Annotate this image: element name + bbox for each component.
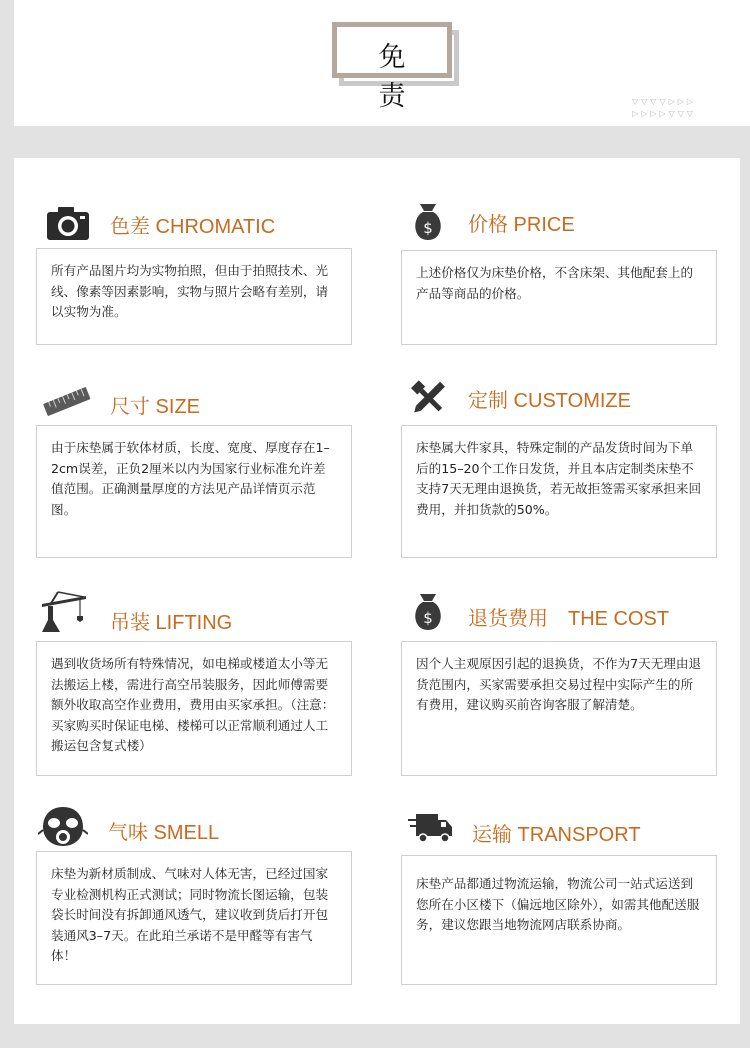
section-cost-title: 退货费用 THE COST (468, 608, 670, 630)
title-box (332, 22, 452, 112)
section-chromatic-box (36, 248, 352, 345)
tools-icon (406, 376, 456, 420)
section-lifting-box (36, 641, 352, 776)
section-lifting-text: 遇到收货场所有特殊情况，如电梯或楼道太小等无法搬运上楼，需进行高空吊装服务，因此师傅需要额外收取高空作业费用，费用由买家承担。（注意：买家购买时保证电梯、楼梯可以正常顺利通过人工搬运包含复式楼） (51, 656, 335, 753)
right-frame (740, 158, 750, 1048)
page-title: 免 责 (378, 42, 420, 112)
section-chromatic-text: 所有产品图片均为实物拍照，但由于拍照技术、光线、像素等因素影响，实物与照片会略有差别，请以实物为准。 (51, 263, 329, 319)
section-price-box (401, 250, 717, 345)
section-size-text: 由于床垫属于软体材质，长度、宽度、厚度存在1–2cm误差，正负2厘米以内为国家行业标准允许差值范围。正确测量厚度的方法见产品详情页示范图。 (51, 440, 330, 517)
section-smell-title: 气味 SMELL (108, 822, 220, 844)
section-price-title: 价格 PRICE (468, 214, 575, 236)
gas-mask-icon (38, 804, 88, 848)
money-bag-icon (406, 200, 456, 244)
deco-row-2: ▷▷▷▷▽▽▽ (632, 109, 697, 118)
section-customize-box (401, 425, 717, 558)
money-bag-icon (406, 590, 456, 634)
svg-text:$: $ (423, 219, 433, 237)
section-customize-text: 床垫属大件家具，特殊定制的产品发货时间为下单后的15–20个工作日发货，并且本店定制类床垫不支持7天无理由退换货，若无故拒签需买家承担来回费用，并扣货款的50%。 (416, 440, 702, 517)
section-transport-text: 床垫产品都通过物流运输，物流公司一站式运送到您所在小区楼下（偏远地区除外），如需其他配送服务，建议您跟当地物流网店联系协商。 (416, 876, 700, 932)
section-price-text: 上述价格仅为床垫价格，不含床架、其他配套上的产品等商品的价格。 (416, 265, 694, 301)
section-chromatic-title: 色差 CHROMATIC (110, 216, 276, 238)
section-lifting-title: 吊装 LIFTING (110, 612, 233, 634)
section-smell-box (36, 851, 352, 985)
section-transport-box (401, 855, 717, 985)
truck-icon (406, 806, 456, 850)
crane-icon (40, 590, 90, 634)
triangle-decoration (632, 96, 742, 120)
section-size-title: 尺寸 SIZE (110, 396, 201, 418)
section-customize-title: 定制 CUSTOMIZE (468, 390, 631, 412)
svg-text:$: $ (423, 609, 433, 627)
camera-icon (44, 202, 94, 246)
section-smell-text: 床垫为新材质制成、气味对人体无害，已经过国家专业检测机构正式测试；同时物流长图运输，包装袋长时间没有拆卸通风透气，建议收到货后打开包装通风3–7天。在此珀兰承诺不是甲醛等有害气体！ (51, 866, 329, 963)
section-cost-box (401, 641, 717, 776)
section-transport-title: 运输 TRANSPORT (472, 824, 641, 846)
ruler-icon (42, 378, 92, 422)
bottom-band (0, 1024, 750, 1048)
deco-row-1: ▽▽▽▽▷▷▷ (632, 97, 697, 106)
section-size-box (36, 425, 352, 558)
section-cost-text: 因个人主观原因引起的退换货，不作为7天无理由退货范围内，买家需要承担交易过程中实际产生的所有费用，建议购买前咨询客服了解清楚。 (416, 656, 702, 712)
top-band (0, 126, 750, 158)
